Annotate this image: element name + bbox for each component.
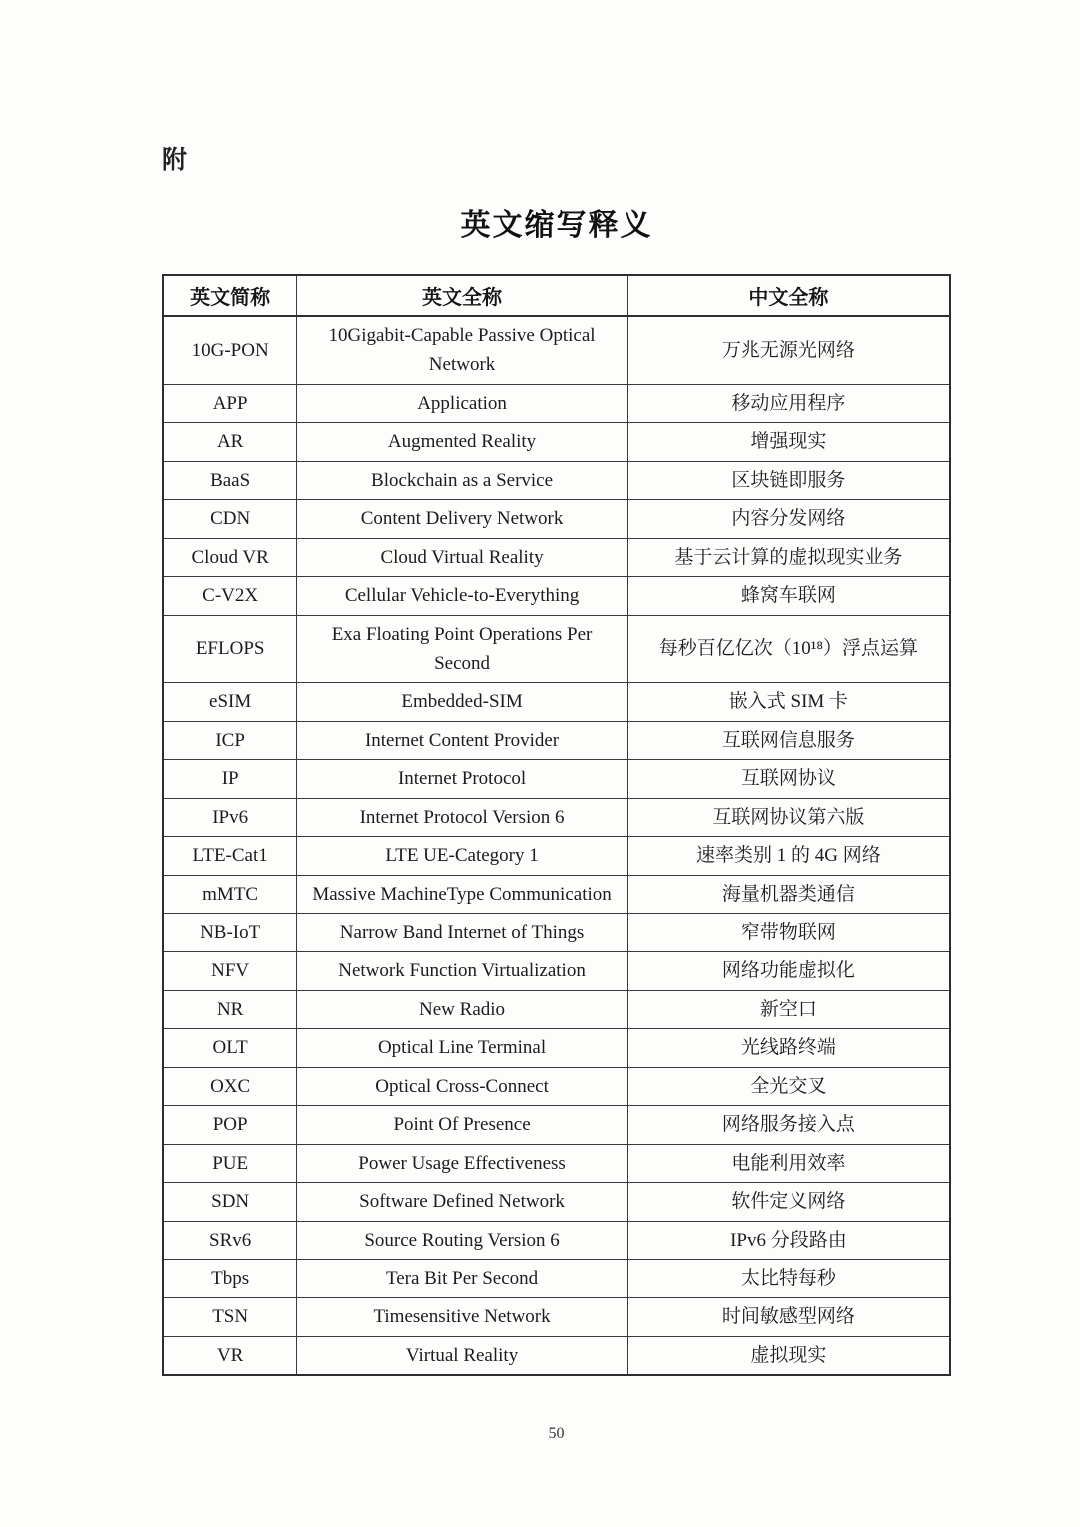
abbreviation-cell: VR — [163, 1336, 297, 1375]
chinese-fullname-cell: 互联网协议第六版 — [627, 798, 950, 836]
abbreviation-cell: OLT — [163, 1029, 297, 1067]
chinese-fullname-cell: 互联网信息服务 — [627, 721, 950, 759]
chinese-fullname-cell: 虚拟现实 — [627, 1336, 950, 1375]
chinese-fullname-cell: 区块链即服务 — [627, 461, 950, 499]
english-fullname-cell: Internet Protocol — [297, 760, 628, 798]
table-row — [163, 875, 950, 913]
table-row — [163, 683, 950, 721]
english-fullname-cell: Embedded-SIM — [297, 683, 628, 721]
chinese-fullname-cell: 网络功能虚拟化 — [627, 952, 950, 990]
chinese-fullname-cell: 蜂窝车联网 — [627, 577, 950, 615]
table-row — [163, 500, 950, 538]
chinese-fullname-cell: 新空口 — [627, 990, 950, 1028]
table-row — [163, 538, 950, 576]
chinese-fullname-cell: 软件定义网络 — [627, 1183, 950, 1221]
abbreviation-cell: OXC — [163, 1067, 297, 1105]
table-row — [163, 914, 950, 952]
column-header-abbreviation: 英文简称 — [163, 275, 297, 316]
chinese-fullname-cell: 光线路终端 — [627, 1029, 950, 1067]
chinese-fullname-cell: 移动应用程序 — [627, 384, 950, 422]
english-fullname-cell: 10Gigabit-Capable Passive Optical Network — [297, 316, 628, 384]
table-body — [163, 316, 950, 1375]
english-fullname-cell: Cellular Vehicle-to-Everything — [297, 577, 628, 615]
table-row — [163, 798, 950, 836]
chinese-fullname-cell: 基于云计算的虚拟现实业务 — [627, 538, 950, 576]
english-fullname-cell: Network Function Virtualization — [297, 952, 628, 990]
english-fullname-cell: LTE UE-Category 1 — [297, 837, 628, 875]
chinese-fullname-cell: 速率类别 1 的 4G 网络 — [627, 837, 950, 875]
abbreviation-cell: NR — [163, 990, 297, 1028]
english-fullname-cell: Optical Cross-Connect — [297, 1067, 628, 1105]
english-fullname-cell: Point Of Presence — [297, 1106, 628, 1144]
abbreviation-cell: BaaS — [163, 461, 297, 499]
table-row — [163, 1183, 950, 1221]
english-fullname-cell: Virtual Reality — [297, 1336, 628, 1375]
english-fullname-cell: Timesensitive Network — [297, 1298, 628, 1336]
chinese-fullname-cell: IPv6 分段路由 — [627, 1221, 950, 1259]
chinese-fullname-cell: 增强现实 — [627, 423, 950, 461]
chinese-fullname-cell: 太比特每秒 — [627, 1259, 950, 1297]
abbreviation-cell: LTE-Cat1 — [163, 837, 297, 875]
english-fullname-cell: Application — [297, 384, 628, 422]
table-row — [163, 1259, 950, 1297]
chinese-fullname-cell: 网络服务接入点 — [627, 1106, 950, 1144]
table-row — [163, 615, 950, 683]
english-fullname-cell: Cloud Virtual Reality — [297, 538, 628, 576]
page-title: 英文缩写释义 — [460, 209, 653, 242]
page-content — [162, 0, 951, 1442]
chinese-fullname-cell: 窄带物联网 — [627, 914, 950, 952]
table-row — [163, 952, 950, 990]
appendix-label: 附 — [162, 147, 188, 174]
abbreviation-cell: PUE — [163, 1144, 297, 1182]
table-row — [163, 1106, 950, 1144]
abbreviation-cell: APP — [163, 384, 297, 422]
abbreviation-cell: mMTC — [163, 875, 297, 913]
english-fullname-cell: Internet Protocol Version 6 — [297, 798, 628, 836]
abbreviation-cell: IP — [163, 760, 297, 798]
english-fullname-cell: Blockchain as a Service — [297, 461, 628, 499]
table-row — [163, 1144, 950, 1182]
table-row — [163, 577, 950, 615]
abbreviation-cell: POP — [163, 1106, 297, 1144]
chinese-fullname-cell: 全光交叉 — [627, 1067, 950, 1105]
english-fullname-cell: Augmented Reality — [297, 423, 628, 461]
table-row — [163, 1336, 950, 1375]
english-fullname-cell: Narrow Band Internet of Things — [297, 914, 628, 952]
abbreviation-cell: 10G-PON — [163, 316, 297, 384]
english-fullname-cell: Internet Content Provider — [297, 721, 628, 759]
chinese-fullname-cell: 时间敏感型网络 — [627, 1298, 950, 1336]
table-row — [163, 760, 950, 798]
abbreviation-cell: Tbps — [163, 1259, 297, 1297]
abbreviation-cell: Cloud VR — [163, 538, 297, 576]
chinese-fullname-cell: 内容分发网络 — [627, 500, 950, 538]
chinese-fullname-cell: 万兆无源光网络 — [627, 316, 950, 384]
table-header-row — [163, 275, 950, 316]
table-row — [163, 384, 950, 422]
table-row — [163, 721, 950, 759]
english-fullname-cell: Source Routing Version 6 — [297, 1221, 628, 1259]
abbreviation-cell: TSN — [163, 1298, 297, 1336]
abbreviation-table — [162, 274, 951, 1376]
table-row — [163, 1067, 950, 1105]
abbreviation-cell: C-V2X — [163, 577, 297, 615]
abbreviation-cell: AR — [163, 423, 297, 461]
chinese-fullname-cell: 海量机器类通信 — [627, 875, 950, 913]
english-fullname-cell: Optical Line Terminal — [297, 1029, 628, 1067]
english-fullname-cell: Massive MachineType Communication — [297, 875, 628, 913]
english-fullname-cell: Content Delivery Network — [297, 500, 628, 538]
table-row — [163, 423, 950, 461]
chinese-fullname-cell: 互联网协议 — [627, 760, 950, 798]
english-fullname-cell: Exa Floating Point Operations Per Second — [297, 615, 628, 683]
table-row — [163, 1221, 950, 1259]
chinese-fullname-cell: 每秒百亿亿次（10¹⁸）浮点运算 — [627, 615, 950, 683]
english-fullname-cell: Power Usage Effectiveness — [297, 1144, 628, 1182]
table-row — [163, 837, 950, 875]
table-row — [163, 990, 950, 1028]
english-fullname-cell: Software Defined Network — [297, 1183, 628, 1221]
column-header-english-fullname: 英文全称 — [297, 275, 628, 316]
column-header-chinese-fullname: 中文全称 — [627, 275, 950, 316]
chinese-fullname-cell: 嵌入式 SIM 卡 — [627, 683, 950, 721]
table-row — [163, 1298, 950, 1336]
abbreviation-cell: NFV — [163, 952, 297, 990]
chinese-fullname-cell: 电能利用效率 — [627, 1144, 950, 1182]
english-fullname-cell: New Radio — [297, 990, 628, 1028]
english-fullname-cell: Tera Bit Per Second — [297, 1259, 628, 1297]
abbreviation-cell: NB-IoT — [163, 914, 297, 952]
abbreviation-cell: eSIM — [163, 683, 297, 721]
table-row — [163, 316, 950, 384]
table-row — [163, 461, 950, 499]
abbreviation-cell: EFLOPS — [163, 615, 297, 683]
page-number: 50 — [548, 1425, 565, 1442]
abbreviation-cell: CDN — [163, 500, 297, 538]
table-row — [163, 1029, 950, 1067]
abbreviation-cell: SDN — [163, 1183, 297, 1221]
abbreviation-cell: ICP — [163, 721, 297, 759]
abbreviation-cell: IPv6 — [163, 798, 297, 836]
abbreviation-cell: SRv6 — [163, 1221, 297, 1259]
